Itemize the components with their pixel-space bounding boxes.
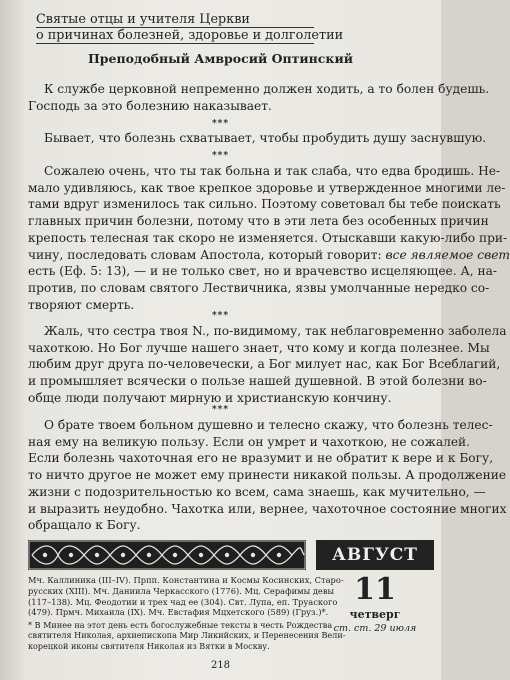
text-line: тами вдруг изменилось так сильно. Поэтому советовал бы тебе поискать (28, 197, 501, 212)
text-line: чахоткою. Но Бог лучше нашего знает, что кому и когда полезнее. Мы (28, 340, 490, 355)
text-line: и выразить неудобно. Чахотка или, вернее, чахоточное состояние многих (28, 501, 507, 516)
paragraph-4 (28, 323, 507, 407)
saints-line: (117–138). Мц. Феодотии и трех чад ее (304). Свт. Лупа, еп. Труаского (28, 596, 338, 607)
footnote (28, 620, 346, 651)
text-line: Сожалею очень, что ты так больна и так слаба, что едва бродишь. Не- (44, 164, 501, 178)
footnote-line: святителя Николая, архиепископа Мир Ликийских, и Перенесения Вели- (28, 630, 346, 641)
day-number: 11 (354, 572, 396, 607)
text-line: обращало к Богу. (28, 518, 141, 533)
weekday-label: четверг (349, 608, 401, 621)
header-line-2: о причинах болезней, здоровье и долголетии (36, 28, 344, 43)
text-line: ная ему на великую пользу. Если он умрет и чахоткою, не сожалей. (28, 434, 471, 449)
text-line: Господь за это болезнию наказывает. (28, 98, 272, 113)
text-line-part: чину, последовать словам Апостола, который говорит: (28, 247, 386, 262)
text-line: мало удивляюсь, как твое крепкое здоровье и утвержденное многими ле- (28, 180, 506, 195)
text-line: Жаль, что сестра твоя N., по-видимому, так неблаговременно заболела (44, 324, 507, 338)
separator-stars: *** (211, 311, 230, 321)
paragraph-1 (28, 81, 490, 114)
text-line: творяют смерть. (28, 297, 135, 312)
paragraph-3 (28, 163, 510, 313)
paragraph-2 (28, 130, 487, 147)
running-header (36, 12, 344, 44)
text-line: обще люди получают мирную и христианскую кончину. (28, 390, 392, 405)
text-line: жизни с подозрительностью ко всем, сама знаешь, как мучительно, — (28, 484, 486, 499)
saints-line: (479). Прмч. Михаила (IX). Мч. Евстафия Мцхетского (589) (Груз.)*. (28, 607, 329, 618)
ornament-pattern-icon (28, 540, 306, 570)
saints-line: Мч. Каллиника (III–IV). Прпп. Константина и Космы Косинских, Старо- (28, 575, 344, 585)
month-label: АВГУСТ (316, 540, 434, 570)
text-line: К службе церковной непременно должен ходить, а то болен будешь. (44, 82, 490, 96)
text-line: то ничто другое не может ему принести никакой пользы. А продолжение (28, 468, 507, 483)
old-style-date: ст. ст. 29 июля (333, 623, 417, 634)
page-number: 218 (210, 660, 231, 671)
separator-stars: *** (211, 119, 230, 129)
text-line: Если болезнь чахоточная его не вразумит и не обратит к вере и к Богу, (28, 451, 494, 466)
text-line: Бывает, что болезнь схватывает, чтобы пробудить душу заснувшую. (44, 131, 487, 145)
saints-list (28, 575, 344, 618)
paragraph-5 (28, 417, 507, 534)
text-line: против, по словам святого Лествичника, язвы умолчанные нередко со- (28, 280, 490, 295)
text-line: главных причин болезни, потому что в эти лета без особенных причин (28, 214, 489, 229)
header-line-1: Святые отцы и учителя Церкви (36, 12, 314, 28)
text-line (28, 247, 510, 264)
text-line: О брате твоем больном душевно и телесно скажу, что болезнь телес- (44, 418, 493, 432)
text-line: любим друг друга по-человечески, а Бог милует нас, как Бог Всеблагий, (28, 357, 501, 372)
ornament-band (28, 540, 306, 570)
saints-line: русских (XIII). Мч. Даниила Черкасского (1776). Мц. Серафимы девы (28, 585, 335, 596)
footnote-line: * В Минее на этот день есть богослужебные тексты в честь Рождества (28, 620, 333, 630)
section-heading: Преподобный Амвросий Оптинский (88, 51, 353, 66)
text-line: есть (Еф. 5: 13), — и не только свет, но и врачевство исцеляющее. А, на- (28, 264, 497, 279)
text-line: и промышляет всячески о пользе нашей душевной. В этой болезни во- (28, 374, 487, 389)
italic-quote: все являемое свет (385, 247, 510, 262)
separator-stars: *** (211, 151, 230, 161)
text-line: крепость телесная так скоро не изменяется. Отыскавши какую-либо при- (28, 230, 508, 245)
footnote-line: корецкой иконы святителя Николая из Вятки в Москву. (28, 640, 270, 651)
separator-stars: *** (211, 405, 230, 415)
